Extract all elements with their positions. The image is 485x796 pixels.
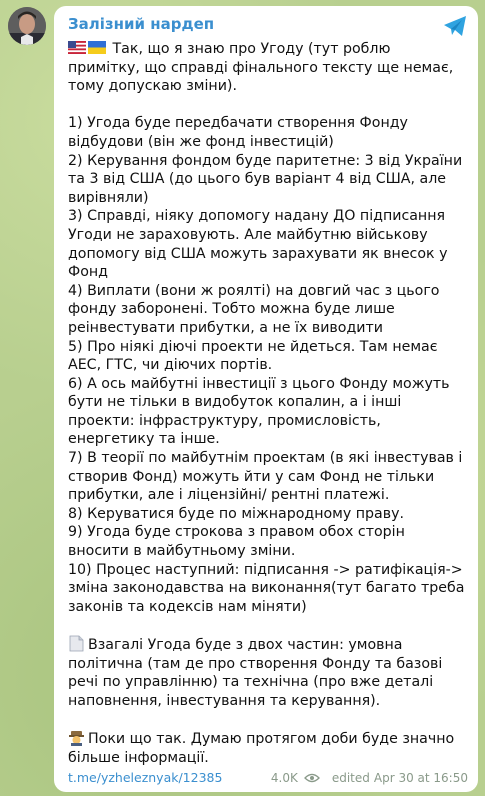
document-icon xyxy=(68,635,85,652)
message-date: Apr 30 at 16:50 xyxy=(373,771,468,785)
message-bubble xyxy=(54,6,478,792)
numbered-points: 1) Угода буде передбачати створення Фонду відбудови (він же фонд інвестицій) 2) Керування фондом буде паритетне: 3 від України та 3 від США (до цього був варіант 4 від США, але вирівняли) 3) Справді, ніяку допомогу надану ДО підписання Угоди не зараховують. Але майбутню військову допомогу від США можуть зарахувати як внесок у Фонд 4) Виплати (вони ж роялті) на довгий час з цього фонду заборонені. Тобто можна буде лише реінвестувати прибутки, а не їх виводити 5) Про ніякі діючі проекти не йдеться. Там немає АЕС, ГТС, чи діючих портів. 6) А ось майбутні інвестиції з цього Фонду можуть бути не тільки в видобуток копалин, а і інші проекти: інфраструктуру, промисловість, енергетику та інше. 7) В теорії по майбутнім проектам (в які інвестував і створив Фонд) можуть йти у сам Фонд не тільки прибутки, але і ліцензійні/ рентні платежі. 8) Керуватися буде по міжнародному праву. 9) Угода буде строкова з правом обох сторін вносити в майбутньому зміни. 10) Процес наступний: підписання -> ратифікація-> зміна законодавства на виконання(тут багато треба законів та кодексів нам міняти) xyxy=(68,115,465,615)
detective-icon xyxy=(68,729,85,746)
edited-label: edited xyxy=(331,771,370,785)
avatar-photo xyxy=(8,7,46,45)
message-meta xyxy=(271,768,468,788)
post-link[interactable]: t.me/yzheleznyak/12385 xyxy=(68,770,223,785)
message-footer xyxy=(68,768,468,788)
message-text xyxy=(68,40,466,767)
us-flag-icon xyxy=(68,41,86,54)
closing-line xyxy=(68,731,459,766)
ukraine-flag-icon xyxy=(88,41,106,54)
share-icon[interactable] xyxy=(442,14,468,38)
parts-text: Взагалі Угода буде з двох частин: умовна політична (там де про створення Фонду та базові речі по управлінню) та технічна (про вже деталі наповнення, інвестування та керування). xyxy=(68,637,447,709)
eye-icon xyxy=(304,773,320,783)
channel-name[interactable]: Залізний нардеп xyxy=(68,15,215,33)
parts-line xyxy=(68,637,447,709)
view-count: 4.0K xyxy=(270,771,298,785)
intro-text: Так, що я знаю про Угоду (тут роблю примітку, що справді фінального тексту ще немає, тому допускаю зміни). xyxy=(68,41,458,95)
intro-line xyxy=(68,41,458,94)
closing-text: Поки що так. Думаю протягом доби буде значно більше інформації. xyxy=(68,730,459,766)
avatar[interactable] xyxy=(8,7,46,45)
